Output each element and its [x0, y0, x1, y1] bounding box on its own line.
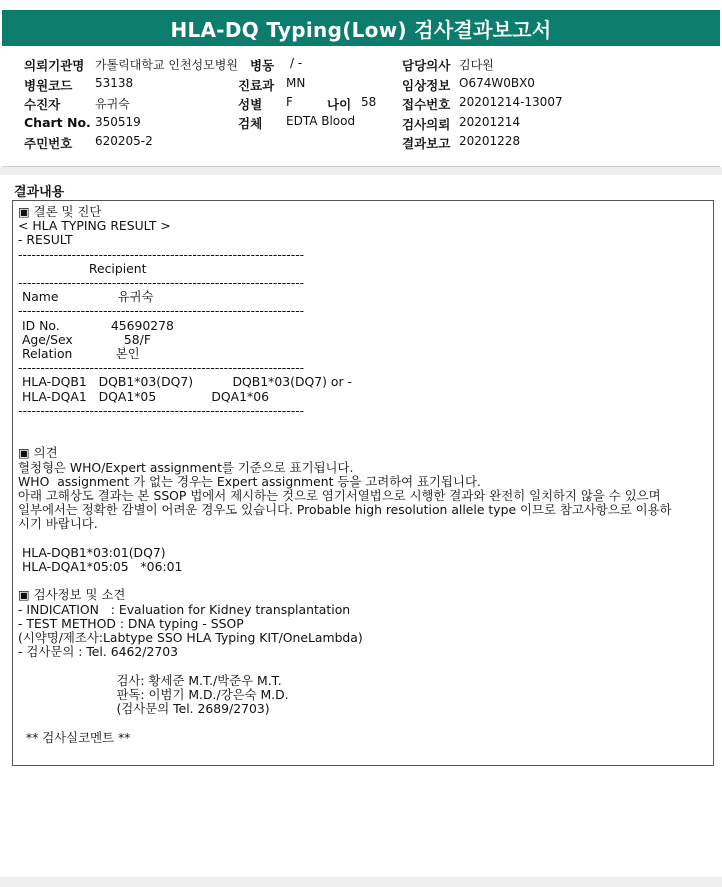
report-value: 20201228: [459, 134, 521, 148]
result-text: ▣ 결론 및 진단 < HLA TYPING RESULT > - RESULT ---------------------------------------------------------------- Recipient ---------------------------------------------------------------- Name 유귀숙 ---------------------------------------------------------------- ID No. 45690278 Age/Sex 58/F Relation 본인 ---------------------------------------------------------------- HLA-DQB1 DQB1*03(DQ7) DQB1*03(DQ7) or - HLA-DQA1 DQA1*05 DQA1*06 ---------------------------------------------------------------- ▣ 의견 혈청형은 WHO/Expert assignment를 기준으로 표기됩니다. WHO assignment 가 없는 경우는 Expert assignment 등을 고려하여 표기됩니다. 아래 고해상도 결과는 본 SSOP 법에서 제시하는 것으로 염기서열법으로 시행한 결과와 완전히 일치하지 않을 수 있으며 일부에서는 정확한 감별이 어려운 경우도 있습니다. Probable high resolution allele type 이므로 참고사항으로 이용하 시기 바랍니다. HLA-DQB1*03:01(DQ7) HLA-DQA1*05:05 *06:01 ▣ 검사정보 및 소견 - INDICATION : Evaluation for Kidney transplantation - TEST METHOD : DNA typing - SSOP (시약명/제조사:Labtype SSO HLA Typing KIT/OneLambda) - 검사문의 : Tel. 6462/2703 검사: 황세준 M.T./박준우 M.T. 판독: 이범기 M.D./강은숙 M.D. (검사문의 Tel. 2689/2703) ** 검사실코멘트 **: [18, 204, 672, 745]
chart-label: Chart No.: [24, 115, 91, 130]
doctor-label: 담당의사: [402, 58, 451, 73]
receipt-value: 20201214-13007: [459, 95, 563, 109]
doctor-value: 김다원: [459, 58, 494, 72]
hospital-code-value: 53138: [95, 76, 134, 90]
id-label: 주민번호: [24, 136, 73, 151]
hospital-code-label: 병원코드: [24, 78, 73, 93]
request-label: 검사의뢰: [402, 117, 451, 132]
result-content-box: [12, 200, 714, 766]
report-title: HLA-DQ Typing(Low) 검사결과보고서: [2, 10, 720, 46]
hospital-value: 가톨릭대학교 인천성모병원: [95, 58, 238, 72]
patient-value: 유귀숙: [95, 97, 130, 111]
header-divider-band: [0, 167, 722, 175]
patient-info-header: [2, 50, 720, 167]
sex-label: 성별: [238, 97, 263, 112]
request-value: 20201214: [459, 115, 521, 129]
hospital-label: 의뢰기관명: [24, 58, 85, 73]
report-label: 결과보고: [402, 136, 451, 151]
clinical-info-label: 임상정보: [402, 78, 451, 93]
dept-value: MN: [286, 76, 306, 90]
ward-label: 병동: [250, 58, 275, 73]
ward-value: / -: [290, 56, 303, 70]
sex-value: F: [286, 95, 293, 109]
receipt-label: 접수번호: [402, 97, 451, 112]
id-value: 620205-2: [95, 134, 153, 148]
clinical-info-value: O674W0BX0: [459, 76, 535, 90]
section-title: 결과내용: [14, 185, 65, 200]
specimen-label: 검체: [238, 116, 263, 131]
age-label: 나이: [327, 97, 352, 112]
footer-band: [0, 877, 722, 887]
age-value: 58: [361, 95, 377, 109]
patient-label: 수진자: [24, 97, 61, 112]
chart-value: 350519: [95, 115, 141, 129]
specimen-value: EDTA Blood: [286, 114, 356, 128]
dept-label: 진료과: [238, 78, 275, 93]
